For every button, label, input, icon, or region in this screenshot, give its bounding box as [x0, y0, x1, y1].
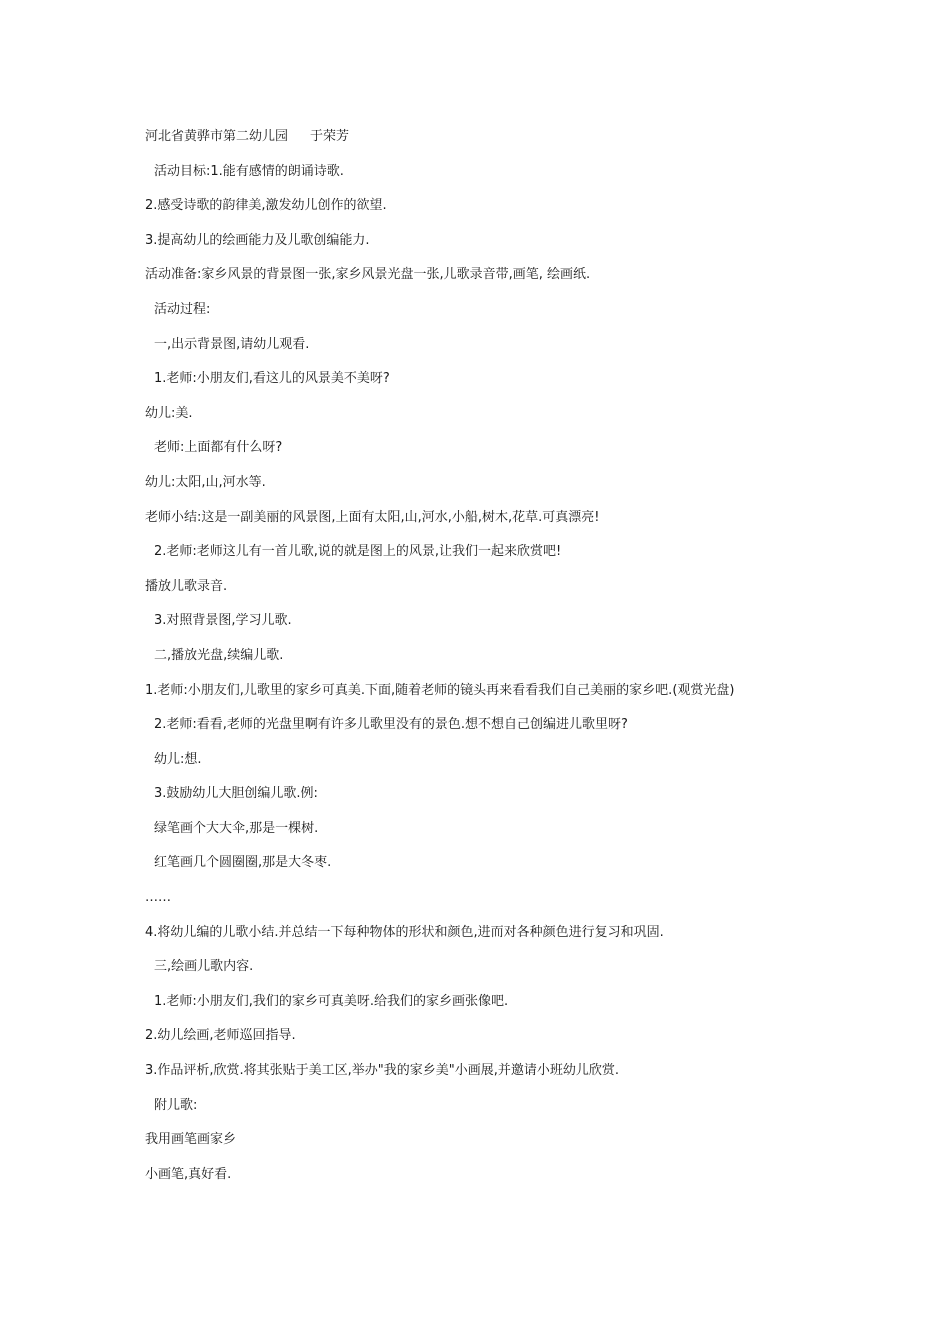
paragraph-line: 三,绘画儿歌内容. — [154, 959, 254, 975]
paragraph-line: 2.感受诗歌的韵律美,激发幼儿创作的欲望. — [145, 198, 387, 214]
paragraph-line: 2.幼儿绘画,老师巡回指导. — [145, 1028, 296, 1044]
paragraph-line: 活动准备:家乡风景的背景图一张,家乡风景光盘一张,儿歌录音带,画笔, 绘画纸. — [145, 267, 591, 283]
paragraph-line: 3.对照背景图,学习儿歌. — [154, 613, 292, 629]
paragraph-line: 我用画笔画家乡 — [145, 1132, 237, 1148]
paragraph-line: 活动过程: — [154, 301, 211, 317]
paragraph-line: 绿笔画个大大伞,那是一棵树. — [154, 820, 319, 836]
document-body — [145, 127, 825, 1199]
paragraph-line: 幼儿:美. — [145, 405, 193, 421]
paragraph-line: 附儿歌: — [154, 1097, 198, 1113]
paragraph-line: 老师:上面都有什么呀? — [154, 440, 283, 456]
paragraph-line: 1.老师:小朋友们,看这儿的风景美不美呀? — [154, 371, 390, 387]
author-name: 于荣芳 — [310, 129, 350, 144]
paragraph-line: 活动目标:1.能有感情的朗诵诗歌. — [154, 163, 344, 179]
paragraph-line: 3.作品评析,欣赏.将其张贴于美工区,举办"我的家乡美"小画展,并邀请小班幼儿欣赏. — [145, 1063, 620, 1079]
paragraph-line: 小画笔,真好看. — [145, 1166, 232, 1182]
paragraph-line: …… — [145, 890, 171, 906]
paragraph-list — [145, 162, 825, 1200]
school-name: 河北省黄骅市第二幼儿园 — [145, 129, 289, 144]
paragraph-line: 播放儿歌录音. — [145, 578, 228, 594]
paragraph-line: 1.老师:小朋友们,我们的家乡可真美呀.给我们的家乡画张像吧. — [154, 993, 509, 1009]
paragraph-line: 1.老师:小朋友们,儿歌里的家乡可真美.下面,随着老师的镜头再来看看我们自己美丽的家乡吧.(观赏光盘) — [145, 682, 735, 698]
paragraph-line: 幼儿:想. — [154, 751, 202, 767]
paragraph-line: 老师小结:这是一副美丽的风景图,上面有太阳,山,河水,小船,树木,花草.可真漂亮! — [145, 509, 600, 525]
paragraph-line: 一,出示背景图,请幼儿观看. — [154, 336, 310, 352]
paragraph-line: 红笔画几个圆圈圈,那是大冬枣. — [154, 855, 332, 871]
paragraph-line: 2.老师:看看,老师的光盘里啊有许多儿歌里没有的景色.想不想自己创编进儿歌里呀? — [154, 717, 628, 733]
document-header — [145, 127, 825, 162]
paragraph-line: 4.将幼儿编的儿歌小结.并总结一下每种物体的形状和颜色,进而对各种颜色进行复习和巩固. — [145, 924, 664, 940]
paragraph-line: 幼儿:太阳,山,河水等. — [145, 474, 266, 490]
paragraph-line: 3.提高幼儿的绘画能力及儿歌创编能力. — [145, 232, 370, 248]
paragraph-line: 3.鼓励幼儿大胆创编儿歌.例: — [154, 786, 318, 802]
paragraph-line: 二,播放光盘,续编儿歌. — [154, 647, 284, 663]
paragraph-line: 2.老师:老师这儿有一首儿歌,说的就是图上的风景,让我们一起来欣赏吧! — [154, 544, 562, 560]
